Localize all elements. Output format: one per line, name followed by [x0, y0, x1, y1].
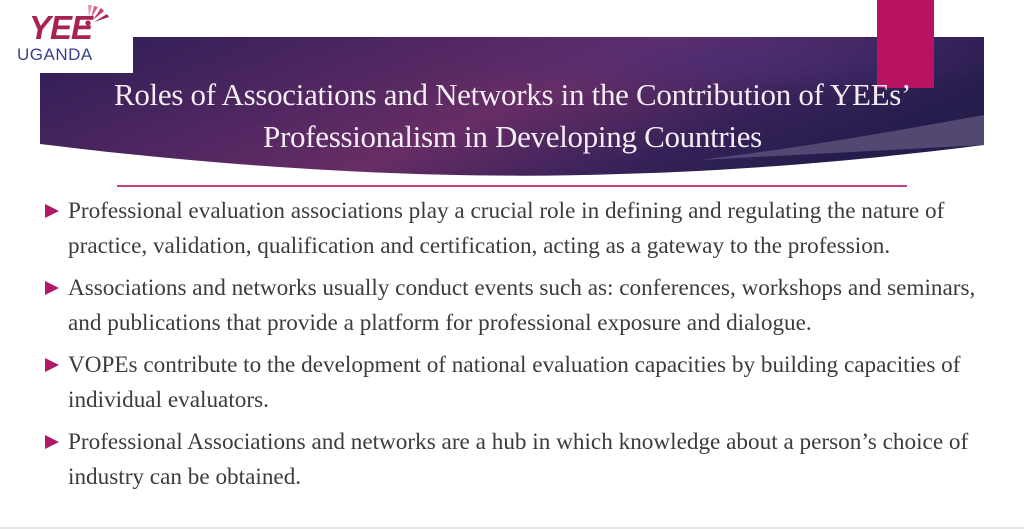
title-line-2: Professionalism in Developing Countries [263, 119, 762, 154]
logo-uganda-text: UGANDA [17, 45, 93, 64]
bullet-list [44, 194, 1014, 494]
bullet-text: VOPEs contribute to the development of national evaluation capacities by building capacities of individual evaluators. [68, 352, 961, 413]
bullet-item [44, 271, 1014, 340]
triangle-bullet-icon [45, 281, 59, 295]
triangle-bullet-icon [45, 358, 59, 372]
triangle-bullet-icon [45, 435, 59, 449]
slide-title [40, 74, 985, 158]
bullet-text: Professional evaluation associations play a crucial role in defining and regulating the nature of practice, validation, qualification and certification, acting as a gateway to the profession. [68, 198, 945, 259]
title-line-1: Roles of Associations and Networks in the Contribution of YEEs’ [113, 77, 912, 112]
logo-yee-text: YEE [29, 9, 93, 46]
triangle-bullet-icon [45, 204, 59, 218]
title-divider [117, 185, 907, 187]
logo [0, 0, 133, 73]
bullet-item [44, 348, 1014, 417]
bullet-item [44, 194, 1014, 263]
bullet-text: Associations and networks usually conduct events such as: conferences, workshops and seminars, and publications that provide a platform for professional exposure and dialogue. [68, 275, 976, 336]
bullet-item [44, 425, 1014, 494]
bullet-text: Professional Associations and networks are a hub in which knowledge about a person’s choice of industry can be obtained. [68, 429, 969, 490]
